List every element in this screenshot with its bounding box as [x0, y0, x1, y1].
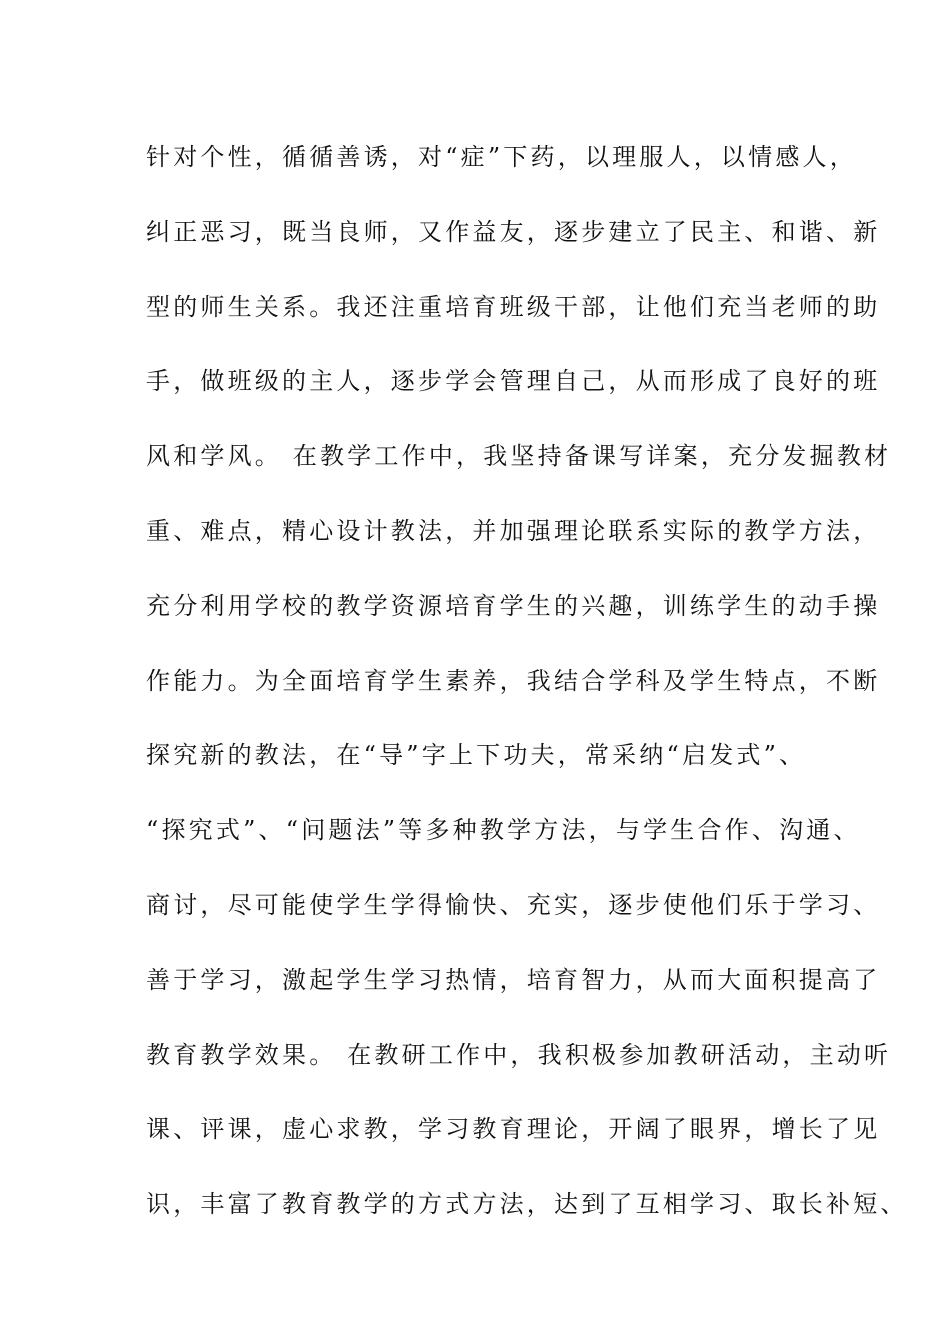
text-line: 商讨，尽可能使学生学得愉快、充实，逐步使他们乐于学习、	[146, 890, 881, 919]
text-line: 针对个性，循循善诱，对“症”下药，以理服人，以情感人，	[146, 143, 857, 171]
text-line: 充分利用学校的教学资源培育学生的兴趣，训练学生的动手操	[146, 591, 881, 620]
text-line: 识，丰富了教育教学的方式方法，达到了互相学习、取长补短、	[146, 1190, 908, 1219]
text-line: 风和学风。 在教学工作中，我坚持备课写详案，充分发掘教材	[146, 442, 892, 471]
text-line: 重、难点，精心设计教法，并加强理论联系实际的教学方法，	[146, 516, 881, 545]
body-text	[146, 133, 908, 1255]
text-line: 探究新的教法，在“导”字上下功夫，常采纳“启发式”、	[146, 741, 807, 770]
text-line: 纠正恶习，既当良师，又作益友，逐步建立了民主、和谐、新	[146, 217, 881, 246]
text-line: 教育教学效果。 在教研工作中，我积极参加教研活动，主动听	[146, 1040, 892, 1069]
text-line: 手，做班级的主人，逐步学会管理自己，从而形成了良好的班	[146, 367, 881, 396]
text-line: 作能力。为全面培育学生素养，我结合学科及学生特点，不断	[146, 666, 881, 695]
text-line: 型的师生关系。我还注重培育班级干部，让他们充当老师的助	[146, 292, 881, 321]
text-line: 善于学习，激起学生学习热情，培育智力，从而大面积提高了	[146, 965, 881, 994]
text-line: “探究式”、“问题法”等多种教学方法，与学生合作、沟通、	[146, 816, 861, 845]
text-line: 课、评课，虚心求教，学习教育理论，开阔了眼界，增长了见	[146, 1115, 881, 1144]
